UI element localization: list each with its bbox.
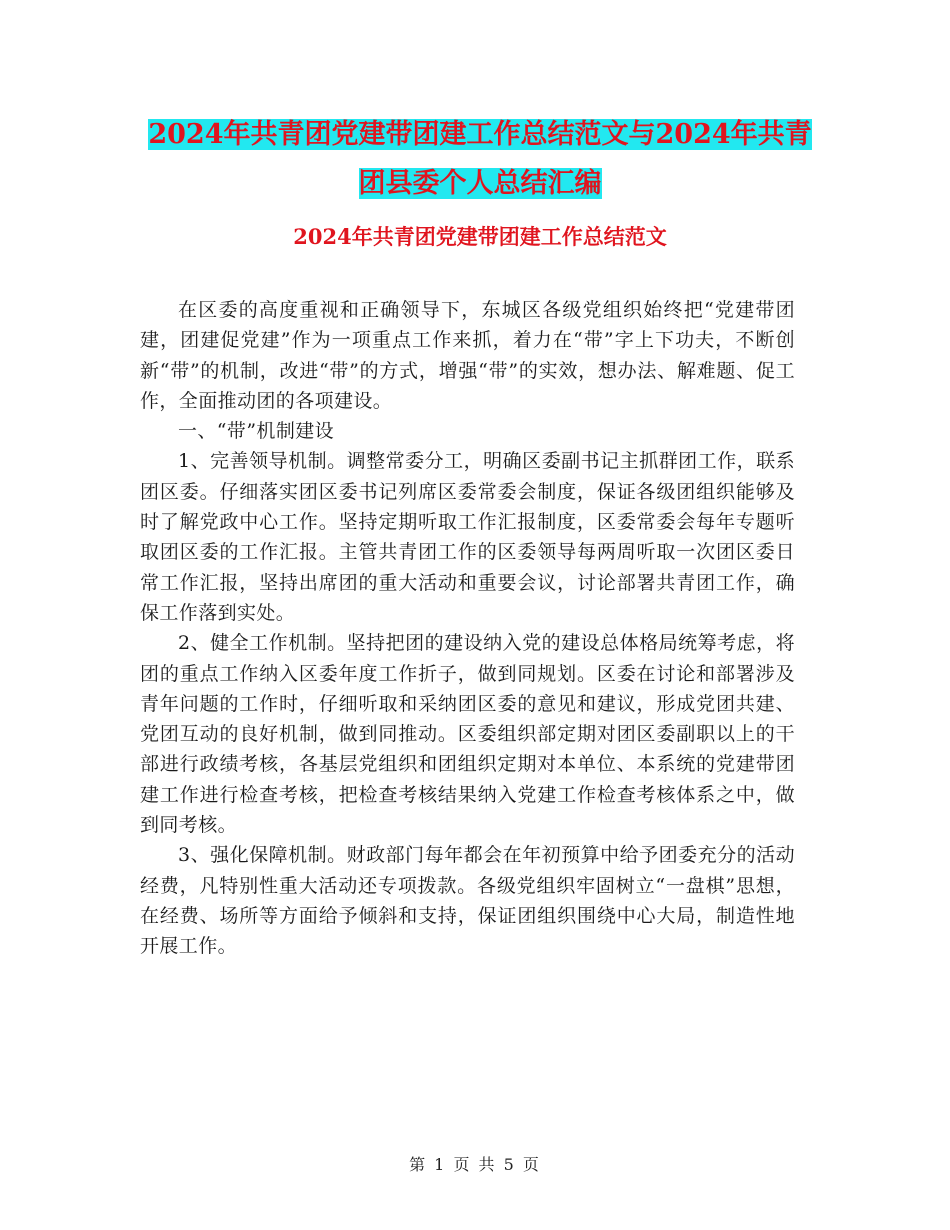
page-footer: 第 1 页 共 5 页 — [409, 1155, 541, 1174]
paragraph-guarantee: 3、强化保障机制。财政部门每年都会在年初预算中给予团委充分的活动经费，凡特别性重大活动还专项拨款。各级党组织牢固树立“一盘棋”思想，在经费、场所等方面给予倾斜和支持，保证团组织围绕中心大局，制造性地开展工作。 — [140, 844, 795, 958]
document-title — [140, 110, 820, 208]
paragraph-work-mechanism: 2、健全工作机制。坚持把团的建设纳入党的建设总体格局统筹考虑，将团的重点工作纳入区委年度工作折子，做到同规划。区委在讨论和部署涉及青年问题的工作时，仔细听取和采纳团区委的意见和建议，形成党团共建、党团互动的良好机制，做到同推动。区委组织部定期对团区委副职以上的干部进行政绩考核，各基层党组织和团组织定期对本单位、本系统的党建带团建工作进行检查考核，把检查考核结果纳入党建工作检查考核体系之中，做到同考核。 — [140, 632, 795, 837]
document-body — [140, 295, 795, 962]
heading-mechanism: 一、“带”机制建设 — [178, 420, 335, 443]
document-title-line2: 团县委个人总结汇编 — [358, 168, 602, 199]
section-title: 2024年共青团党建带团建工作总结范文 — [293, 224, 667, 249]
document-title-line1: 2024年共青团党建带团建工作总结范文与2024年共青 — [148, 119, 812, 150]
paragraph-intro: 在区委的高度重视和正确领导下，东城区各级党组织始终把“党建带团建，团建促党建”作为一项重点工作来抓，着力在“带”字上下功夫，不断创新“带”的机制，改进“带”的方式，增强“带”的实效，想办法、解难题、促工作，全面推动团的各项建设。 — [140, 299, 795, 412]
paragraph-leadership: 1、完善领导机制。调整常委分工，明确区委副书记主抓群团工作，联系团区委。仔细落实团区委书记列席区委常委会制度，保证各级团组织能够及时了解党政中心工作。坚持定期听取工作汇报制度，区委常委会每年专题听取团区委的工作汇报。主管共青团工作的区委领导每两周听取一次团区委日常工作汇报，坚持出席团的重大活动和重要会议，讨论部署共青团工作，确保工作落到实处。 — [140, 450, 795, 624]
